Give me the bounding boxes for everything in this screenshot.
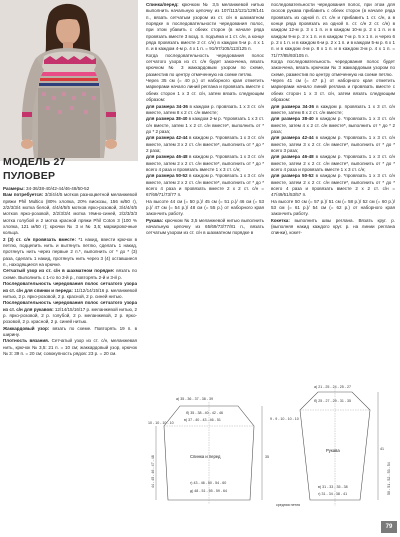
stitch-text: *1 накид, ввести крючок в петлю, подцепить нить и вытянуть петлю, сделать 1 накид, протянуть нить через первые 2 п.*, выполнить от * до * (3) раза, сделать 1 накид, протянуть нить через 3 (4) оставшиеся п., находящиеся на крючке. (3, 236, 137, 268)
sleeve-size-5-label: для размера 50-52 (271, 173, 314, 179)
front-back-schematic (146, 388, 274, 506)
gauge-text: Сетчатый узор из ст. с/н, меланжевая нить, крючок № 3,5: 21 п. = 10 см; жаккардовый узор, крючок № 3: 39 п. = 20 см; совокупность рядов: 23 р. = 20 см. (3, 338, 137, 356)
yoke-text: выполнить швы реглана. Вязать круг. р. (выполняя накид каждого круг. р. на линии реглана спинки), кокет- (271, 217, 395, 236)
gauge-label: Плотность вязания. (3, 338, 50, 344)
sleeve-size-1-text: в каждом р. провязать 1 х 3 ст. с/н вместе, затем 8 х 2 ст. с/н вместе; (271, 103, 395, 115)
mesh-pattern-text: вязать по схеме. Выполнить с 1-го по 3-й р., повторять 2-й и 3-й р. (3, 268, 137, 280)
stripe-seq-sleeve-text: 12/14/15/16/17 р. меланжевой нитью, 2 р. ярко-розовой, 2 р. голубой, 2 р. меланжевой, 2 р. ярко-розовой, 2 р. красной, 2 р. синей нитью. (3, 306, 137, 325)
size-3-label: для размера 42-44 (146, 135, 188, 141)
sleeve-p4: На высоте 50 см (= 57 р.)/ 51 см (= 58 р.)/ 52 см (= 60 р.)/ 53 см (= 61 р.)/ 54 см (= 62 р.) от наборного края закончить работу. (271, 198, 395, 217)
sizes-value: 34-36/38-40/42-44/46-48/50-52 (24, 186, 90, 191)
materials-text: 3/3/4/4/5 мотков разноцветной меланжевой пряжи Phil Multico (80% хлопка, 20% вискозы, 156 м/50 г), 2/2/3/3/4 мотка белой, 4/4/4/5/5 мотков ярко-розовой, 3/4/4/4/5 мотков ярко-розовой, 2/2/3/3/4 мотка тёмно-синей, 2/2/3/3/3 мотка голубой и 2 мотка красной пряжи Phil Coton 3 (100 % хлопка, 121 м/50 г); крючки № 3 и № 3,5; маркировочные кольца. (3, 192, 137, 236)
sleeves-label: Рукава: (146, 217, 164, 223)
sleeve-dim-2: в) 31 - 33 - 35 - 38 (318, 485, 348, 489)
sleeve-p2: Когда последовательность чередования полос будет закончена, вязать крючком № 3 жаккардовым узором по схеме, разместив по центру отмеченную на схеме петлю. (271, 59, 395, 77)
size-1-label: для размера 34-36 (146, 103, 188, 109)
sleeve-p1: последовательности чередования полос, при этом для скосов рукава прибавить с обеих сторон (в начале ряда провязать из одной п. ст. с/н и прибавить 1 ст. с/н, а в конце ряда провязать из одной п. ст. с/н 2 ст. с/н) в каждом 12-м р. 3 x 1 п. и в каждом 10-м р. 2 x 1 п. и в каждом 9-м р. 2 x 1 п. и в каждом 7-м р. 5 x 1 п. и через 6 р. 2 x 1 п. и в каждом 6-м р. 2 x 1 п. и в каждом 5-м р. 6 x 1 п. и в каждом 4-м р. 8 x 1 п. и в каждом 3-м р. 4 x 1 п. = 71/77/85/93/105 п. (271, 2, 395, 58)
sleeve-size-2-text: в каждом р. *провязать 1 х 3 ст. с/н вместе, затем 4 х 2 ст. с/н вместе*, выполнить от * до * 2 раза; (271, 116, 395, 134)
sleeve-dim-3: г) 31 - 34 - 38 - 41 (318, 492, 348, 496)
back-front-p4: На высоте 44 см (= 50 р.)/ 45 см (= 51 р.)/ 46 см (= 53 р.)/ 47 см (= 54 р.)/ 48 см (= 55 р.) от наборного края закончить работу. (146, 198, 264, 217)
instructions-col-1 (3, 186, 137, 357)
sleeve-side-b: 50 - 51 - 52 - 53 - 54 (387, 462, 391, 495)
page-number: 79 (381, 521, 397, 533)
sleeve-dim-1: б) 25 - 27 - 29 - 31 - 35 (314, 399, 352, 403)
sleeve-size-3-text: в каждом р. *провязать 1 х 3 ст. с/н вместе, затем 3 х 2 ст. с/н вместе*, выполнить от * до * всего 3 раза; (271, 135, 395, 153)
stripe-seq-sleeve-label: Последовательность чередования полос сетчатого узора из ст. с/н для рукавов: (3, 300, 137, 312)
front-dim-3: г) 43 - 46 - 50 - 54 - 60 (190, 481, 227, 485)
stripe-seq-body-label: Последовательность чередования полос сетчатого узора из ст. с/н для спинки и переда: (3, 281, 137, 293)
materials-label: Вам потребуется: (3, 192, 44, 198)
front-side-a: 10 - 10 - 10 - 10 (148, 421, 174, 425)
sleeve-size-2-label: для размера 38-40 (271, 116, 314, 122)
jacquard-text: вязать по схеме. Повторять 19 п. в ширину. (3, 325, 137, 337)
model-name: ПУЛОВЕР (3, 170, 56, 182)
sleeve-size-4-text: в каждом р. *провязать 1 х 3 ст. с/н вместе, затем 2 х 2 ст. с/н вместе*, выполнить от * до * всего 4 раза и провязать вместе 1 х 3 ст. с/н; (271, 154, 395, 172)
stripe-seq-body-text: 11/12/14/15/16 р. меланжевой нитью, 2 р. ярко-розовой, 2 р. красной, 2 р. синей нитью. (3, 287, 137, 299)
size-3-text: в каждом р. *провязать 1 х 3 ст. с/н вместе, затем 3 х 2 ст. с/н вместе*, выполнить от * до * 2 раза; (146, 135, 264, 153)
sleeve-size-4-label: для размера 46-48 (271, 154, 314, 160)
sleeve-size-3-label: для размера 42-44 (271, 135, 314, 141)
instructions-col-3 (271, 2, 395, 237)
size-5-label: для размера 50-52 (146, 173, 188, 179)
sleeve-p3: Через 41 см (= 47 р.) от наборного края отметить маркерами начало линий реглана и провязать вместе с обеих сторон 1 х 3 ст. с/н, затем вязать следующим образом: (271, 78, 395, 103)
size-5-text: в каждом р. *провязать 1 х 3 ст. с/н вместе, затем 2 х 2 ст. с/н вместе*, выполнить от * до * всего 4 раза и провязать вместе 2 х 2 ст. с/н = 67/69/71/73/77 п. (146, 173, 264, 198)
jacquard-label: Жаккардовый узор: (3, 325, 50, 331)
sleeves-text: крючком № 3,5 меланжевой нитью выполнить начальную цепочку из 65/69/73/77/81 п., вязать сетчатым узором из ст. с/н в шахматном порядке в (146, 217, 264, 236)
yoke-label: Кокетка: (271, 217, 290, 223)
sleeve-size-1-label: для размера 34-36 (271, 103, 314, 109)
sizes-label: Размеры: (3, 186, 25, 191)
mesh-pattern-label: Сетчатый узор из ст. с/н в шахматном порядке: (3, 268, 115, 274)
size-4-text: в каждом р. *провязать 1 х 3 ст. с/н вместе, затем 2 х 2 ст. с/н вместе*, выполнить от * до * всего 4 раза и провязать вместе 1 х 3 ст. с/н; (146, 154, 264, 172)
sleeve-mid: 41 (380, 447, 384, 451)
front-dim-2: в) 37 - 40 - 43 - 46 - 51 (184, 418, 221, 422)
sleeve-center-note: средняя петля (276, 503, 301, 507)
stitch-label: 2 (3) ст. с/н провязать вместе: (3, 236, 76, 242)
back-front-p3: Через 35 см (= 40 р.) от наборного края отметить маркерами начало линий реглана и провязать вместе с обеих сторон 1 х 3 ст. с/н, затем вязать следующим образом: (146, 78, 264, 103)
front-mid: 35 (265, 455, 269, 459)
model-photo (0, 0, 138, 161)
model-number: МОДЕЛЬ 27 (3, 156, 66, 168)
sleeve-schematic (270, 380, 396, 512)
sleeve-piece-label: Рукава (326, 448, 340, 453)
sleeve-side-a: 9 - 9 - 10 - 10 - 10 (270, 417, 299, 421)
size-2-label: для размера 38-40 (146, 116, 188, 122)
back-front-text: крючком № 3,5 меланжевой нитью выполнить начальную цепочку из 107/113/121/129/141 п., вязать сетчатым узором из ст. с/н в шахматном порядке в последовательности чередования полос, при этом убавить с обеих сторон (в начале ряда провязать вместе 3 возд. п. подъёма и 1 ст. с/н, а конце ряда провязать вместе 2 ст. с/н) в каждом 5-м р. 4 x 1 п. и в каждом 4-м р. 4 x 1 п. = 91/97/105/113/125 п. (146, 2, 264, 52)
back-front-label: Спинка/перед: (146, 2, 179, 7)
front-top-dim: а) 35 - 36 - 37 - 38 - 39 (176, 397, 213, 401)
front-dim-4: д) 48 - 51 - 55 - 59 - 64 (190, 489, 228, 493)
sleeve-top-dim: а) 21 - 25 - 24 - 25 - 27 (314, 385, 351, 389)
size-4-label: для размера 46-48 (146, 154, 188, 160)
front-dim-1: б) 35 - 38 - 40 - 42 - 46 (186, 411, 224, 415)
size-2-text: в каждом 2-м р. *провязать 1 х 3 ст. с/н вместе, затем 1 х 2 ст. с/н вместе*, выполнить от * до * 2 раза; (146, 116, 264, 134)
front-piece-label: Спинка и перед (190, 454, 221, 459)
size-1-text: в каждом р. провязать 1 х 3 ст. с/н вместе, затем 8 х 2 ст. с/н вместе; (146, 103, 264, 115)
front-side-b: 44 - 45 - 46 - 47 - 48 (151, 455, 155, 488)
instructions-col-2 (146, 2, 264, 237)
back-front-p2: Когда последовательность чередования полос сетчатого узора из ст. с/н будет закончена, вязать крючком № 3 жаккардовым узором по схеме, разместив по центру отмеченную на схеме петлю. (146, 52, 264, 77)
sleeve-size-5-text: в каждом р. *провязать 1 х 3 ст. с/н вместе, затем 2 х 2 ст. с/н вместе*, выполнить от * до * всего 4 раза и провязать вместе 2 х 2 ст. с/н = 47/49/51/53/57 п. (271, 173, 395, 198)
